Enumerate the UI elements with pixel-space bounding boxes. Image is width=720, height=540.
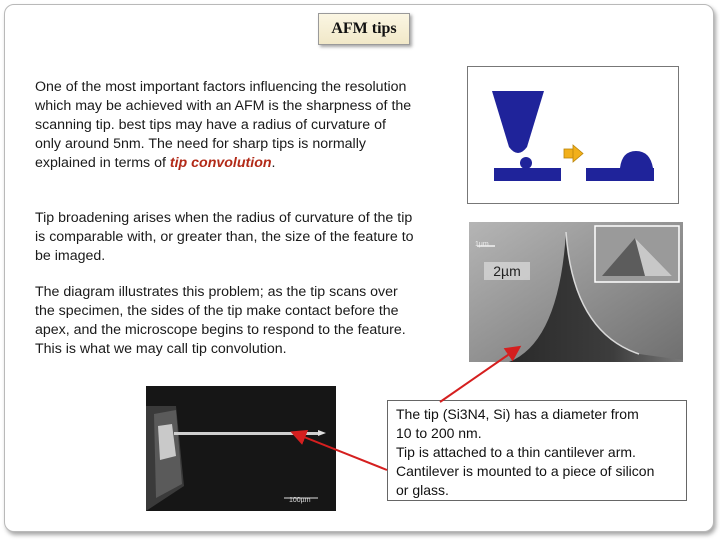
callout-line: The tip (Si3N4, Si) has a diameter from: [396, 406, 639, 422]
slide-title: AFM tips: [318, 13, 410, 45]
sem-scale-label: 2µm: [484, 262, 530, 280]
paragraph-tip-broadening: Tip broadening arises when the radius of curvature of the tip is comparable with, or greater than, the size of the feature to be imaged.: [35, 210, 414, 264]
sem-tip-image: [469, 222, 683, 362]
cantilever-sem-image: [146, 386, 336, 511]
afm-tip-shape: [492, 91, 544, 147]
tip-convolution-diagram: [467, 66, 679, 204]
cantilever-arm: [174, 432, 320, 435]
paragraph-end: .: [271, 155, 276, 171]
sem-scale-small-label: 1µm: [475, 241, 489, 248]
paragraph-text: One of the most important factors influencing the resolution which may be achieved with an AFM is the sharpness of the scanning tip. best tips may have a radius of curvature of only around 5nm. The need for sharp tips is normally explained in terms of: [35, 79, 412, 171]
arrow-right-icon: [564, 145, 583, 162]
emphasis-tip-convolution: tip convolution: [169, 155, 272, 171]
specimen-substrate-left: [494, 168, 561, 181]
convolved-feature-image: [620, 151, 653, 168]
specimen-feature-dot: [520, 157, 532, 169]
callout-line: or glass.: [396, 482, 449, 498]
cantilever-scale-label: 100µm: [289, 497, 311, 504]
callout-line: Cantilever is mounted to a piece of silicon: [396, 463, 655, 479]
paragraph-diagram-explanation: The diagram illustrates this problem; as the tip scans over the specimen, the sides of the tip make contact before the apex, and the microscope begins to respond to the feature. This is what we may call tip convolution.: [35, 284, 406, 357]
paragraph-tip-sharpness: [35, 78, 415, 173]
callout-line: Tip is attached to a thin cantilever arm.: [396, 444, 636, 460]
tip-info-callout: [387, 400, 687, 501]
afm-tip-apex: [509, 147, 527, 153]
specimen-substrate-right: [586, 168, 654, 181]
callout-line: 10 to 200 nm.: [396, 425, 482, 441]
